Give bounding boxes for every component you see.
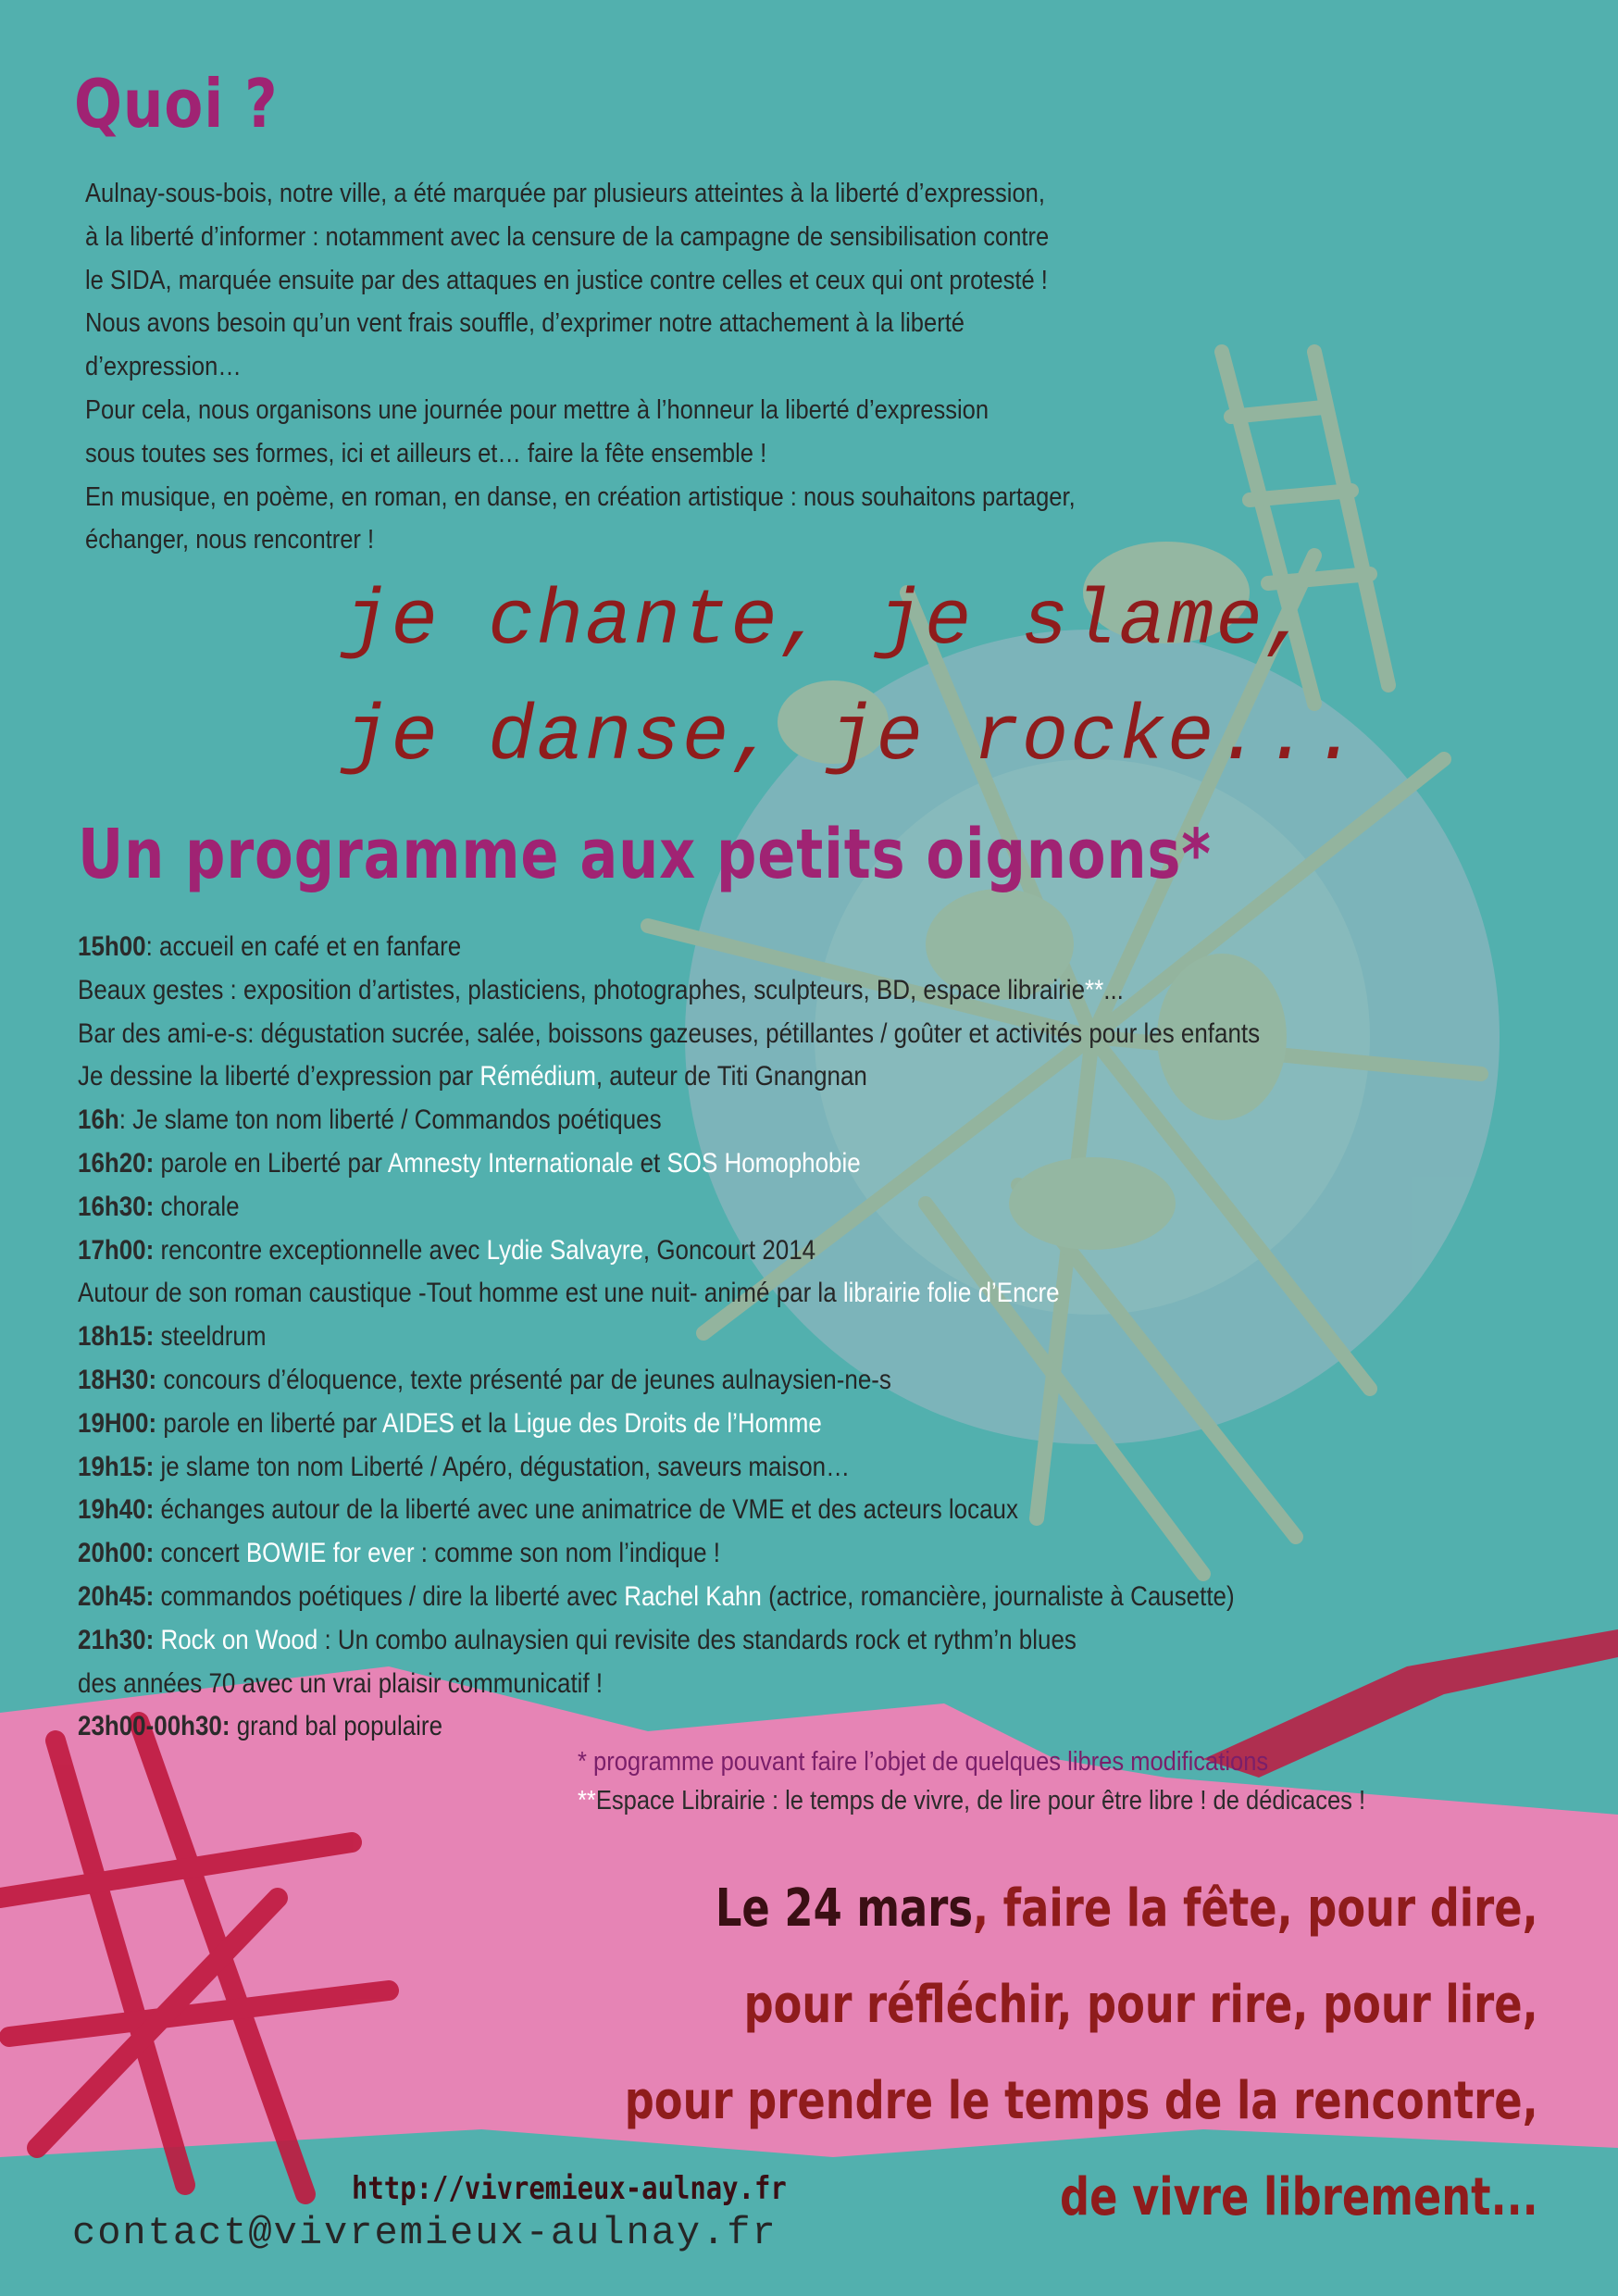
tagline [342, 565, 1362, 796]
intro-line: Pour cela, nous organisons une journée pour mettre à l’honneur la liberté d’expression [85, 394, 989, 425]
intro-line: Nous avons besoin qu’un vent frais souffle, d’exprimer notre attachement à la liberté [85, 308, 965, 339]
programme-text: (actrice, romancière, journaliste à Causette) [761, 1580, 1235, 1612]
programme-text: échanges autour de la liberté avec une animatrice de VME et des acteurs locaux [154, 1494, 1018, 1526]
programme-highlight: Rémédium [479, 1061, 596, 1092]
programme-schedule [78, 926, 1596, 1749]
programme-time: 20h45: [78, 1580, 155, 1612]
programme-text: ... [1103, 974, 1124, 1005]
programme-row [78, 1403, 1413, 1446]
programme-row [78, 1489, 1413, 1532]
programme-time: 19h40: [78, 1494, 155, 1526]
intro-line: Aulnay-sous-bois, notre ville, a été marquée par plusieurs atteintes à la liberté d’expression, [85, 179, 1045, 208]
programme-text: rencontre exceptionnelle avec [154, 1234, 487, 1266]
quoi-heading: Quoi ? [74, 65, 279, 143]
footnote-librairie [578, 1781, 1365, 1820]
programme-text: steeldrum [154, 1321, 267, 1353]
programme-text [154, 1625, 160, 1655]
programme-row [78, 1099, 1413, 1142]
closing-line-1-rest: , faire la fête, pour dire, [973, 1878, 1538, 1939]
footnote-librairie-text: Espace Librairie : le temps de vivre, de lire pour être libre ! de dédicaces ! [595, 1786, 1366, 1816]
programme-row [78, 1576, 1413, 1619]
programme-text: Beaux gestes : exposition d’artistes, plasticiens, photographes, sculpteurs, BD, espace librairie [78, 974, 1086, 1005]
programme-time: 17h00: [78, 1234, 155, 1266]
programme-text: grand bal populaire [230, 1711, 443, 1742]
programme-heading: Un programme aux petits oignons* [78, 815, 1212, 894]
closing-line-2: pour réfléchir, pour rire, pour lire, [743, 1975, 1538, 2035]
programme-text: et la [454, 1407, 514, 1439]
programme-text: concert [154, 1538, 246, 1569]
programme-text: chorale [154, 1191, 240, 1222]
programme-text: : accueil en café et en fanfare [145, 931, 462, 962]
programme-highlight: Rachel Kahn [624, 1580, 762, 1612]
programme-row [78, 1532, 1413, 1576]
intro-line: à la liberté d’informer : notamment avec la censure de la campagne de sensibilisation contre [85, 221, 1050, 252]
programme-highlight: Rock on Wood [160, 1624, 318, 1655]
closing-line-3: pour prendre le temps de la rencontre, [625, 2071, 1538, 2131]
programme-highlight: Ligue des Droits de l’Homme [513, 1407, 822, 1439]
programme-time: 19H00: [78, 1407, 157, 1439]
programme-text: Autour de son roman caustique -Tout homme est une nuit- animé par la [78, 1278, 843, 1309]
footnote-stars: ** [578, 1786, 596, 1816]
programme-highlight: librairie folie d’Encre [842, 1278, 1060, 1309]
programme-text: : comme son nom l’indique ! [414, 1538, 721, 1569]
programme-row [78, 926, 1413, 969]
intro-line: échanger, nous rencontrer ! [85, 525, 375, 555]
closing-line-1 [625, 1861, 1538, 1957]
programme-text: , auteur de Titi Gnangnan [595, 1061, 867, 1092]
footnote-programme: * programme pouvant faire l’objet de quelques libres modifications [578, 1747, 1269, 1777]
programme-row [78, 1055, 1413, 1099]
programme-time: 19h15: [78, 1451, 155, 1482]
programme-text: je slame ton nom Liberté / Apéro, dégustation, saveurs maison… [154, 1451, 851, 1482]
programme-row [78, 1359, 1413, 1403]
website-link[interactable]: http://vivremieux-aulnay.fr [352, 2170, 787, 2207]
programme-row [78, 1186, 1413, 1229]
programme-row [78, 1446, 1413, 1490]
programme-row [78, 1272, 1413, 1316]
intro-line: le SIDA, marquée ensuite par des attaques en justice contre celles et ceux qui ont protesté ! [85, 265, 1048, 295]
programme-text: : Je slame ton nom liberté / Commandos poétiques [118, 1104, 662, 1136]
programme-row [78, 1663, 1413, 1706]
programme-highlight: AIDES [382, 1407, 454, 1439]
programme-text: Bar des ami-e-s: dégustation sucrée, salée, boissons gazeuses, pétillantes / goûter et activités pour les enfants [78, 1017, 1261, 1049]
programme-highlight: ** [1085, 974, 1104, 1005]
intro-line: d’expression… [85, 352, 242, 382]
programme-text: des années 70 avec un vrai plaisir communicatif ! [78, 1667, 604, 1699]
programme-time: 15h00 [78, 931, 146, 962]
programme-time: 16h30: [78, 1191, 155, 1222]
footnotes [578, 1742, 1473, 1820]
programme-text: commandos poétiques / dire la liberté avec [154, 1580, 625, 1612]
contact-email[interactable]: contact@vivremieux-aulnay.fr [72, 2211, 778, 2255]
programme-time: 20h00: [78, 1538, 155, 1569]
programme-time: 23h00-00h30: [78, 1711, 230, 1742]
programme-text: parole en Liberté par [154, 1147, 388, 1179]
programme-text: parole en liberté par [156, 1407, 383, 1439]
programme-time: 16h20: [78, 1147, 155, 1179]
programme-time: 21h30: [78, 1624, 155, 1655]
programme-highlight: Lydie Salvayre [486, 1234, 643, 1266]
programme-row [78, 1619, 1413, 1663]
tagline-line-2: je danse, je rocke... [342, 694, 1362, 782]
programme-row [78, 1229, 1413, 1273]
event-date: Le 24 mars [716, 1878, 974, 1939]
programme-text: Je dessine la liberté d’expression par [78, 1061, 480, 1092]
intro-paragraph [85, 172, 1381, 562]
programme-text: concours d’éloquence, texte présenté par de jeunes aulnaysien-ne-s [156, 1364, 891, 1395]
programme-text: et [633, 1147, 667, 1179]
programme-text: : Un combo aulnaysien qui revisite des standards rock et rythm’n blues [317, 1624, 1077, 1655]
programme-text: , Goncourt 2014 [642, 1234, 816, 1266]
programme-highlight: SOS Homophobie [666, 1147, 861, 1179]
closing-line-4: de vivre librement... [1060, 2167, 1538, 2227]
programme-time: 18H30: [78, 1364, 157, 1395]
programme-row [78, 969, 1413, 1013]
tagline-line-1: je chante, je slame, [342, 579, 1313, 667]
programme-time: 18h15: [78, 1321, 155, 1353]
programme-row [78, 1013, 1413, 1056]
programme-highlight: Amnesty Internationale [387, 1147, 634, 1179]
programme-highlight: BOWIE for ever [245, 1538, 415, 1569]
programme-time: 16h [78, 1104, 119, 1136]
intro-line: sous toutes ses formes, ici et ailleurs et… faire la fête ensemble ! [85, 438, 767, 468]
programme-row [78, 1142, 1413, 1186]
programme-row [78, 1316, 1413, 1359]
intro-line: En musique, en poème, en roman, en danse, en création artistique : nous souhaitons partager, [85, 481, 1076, 512]
